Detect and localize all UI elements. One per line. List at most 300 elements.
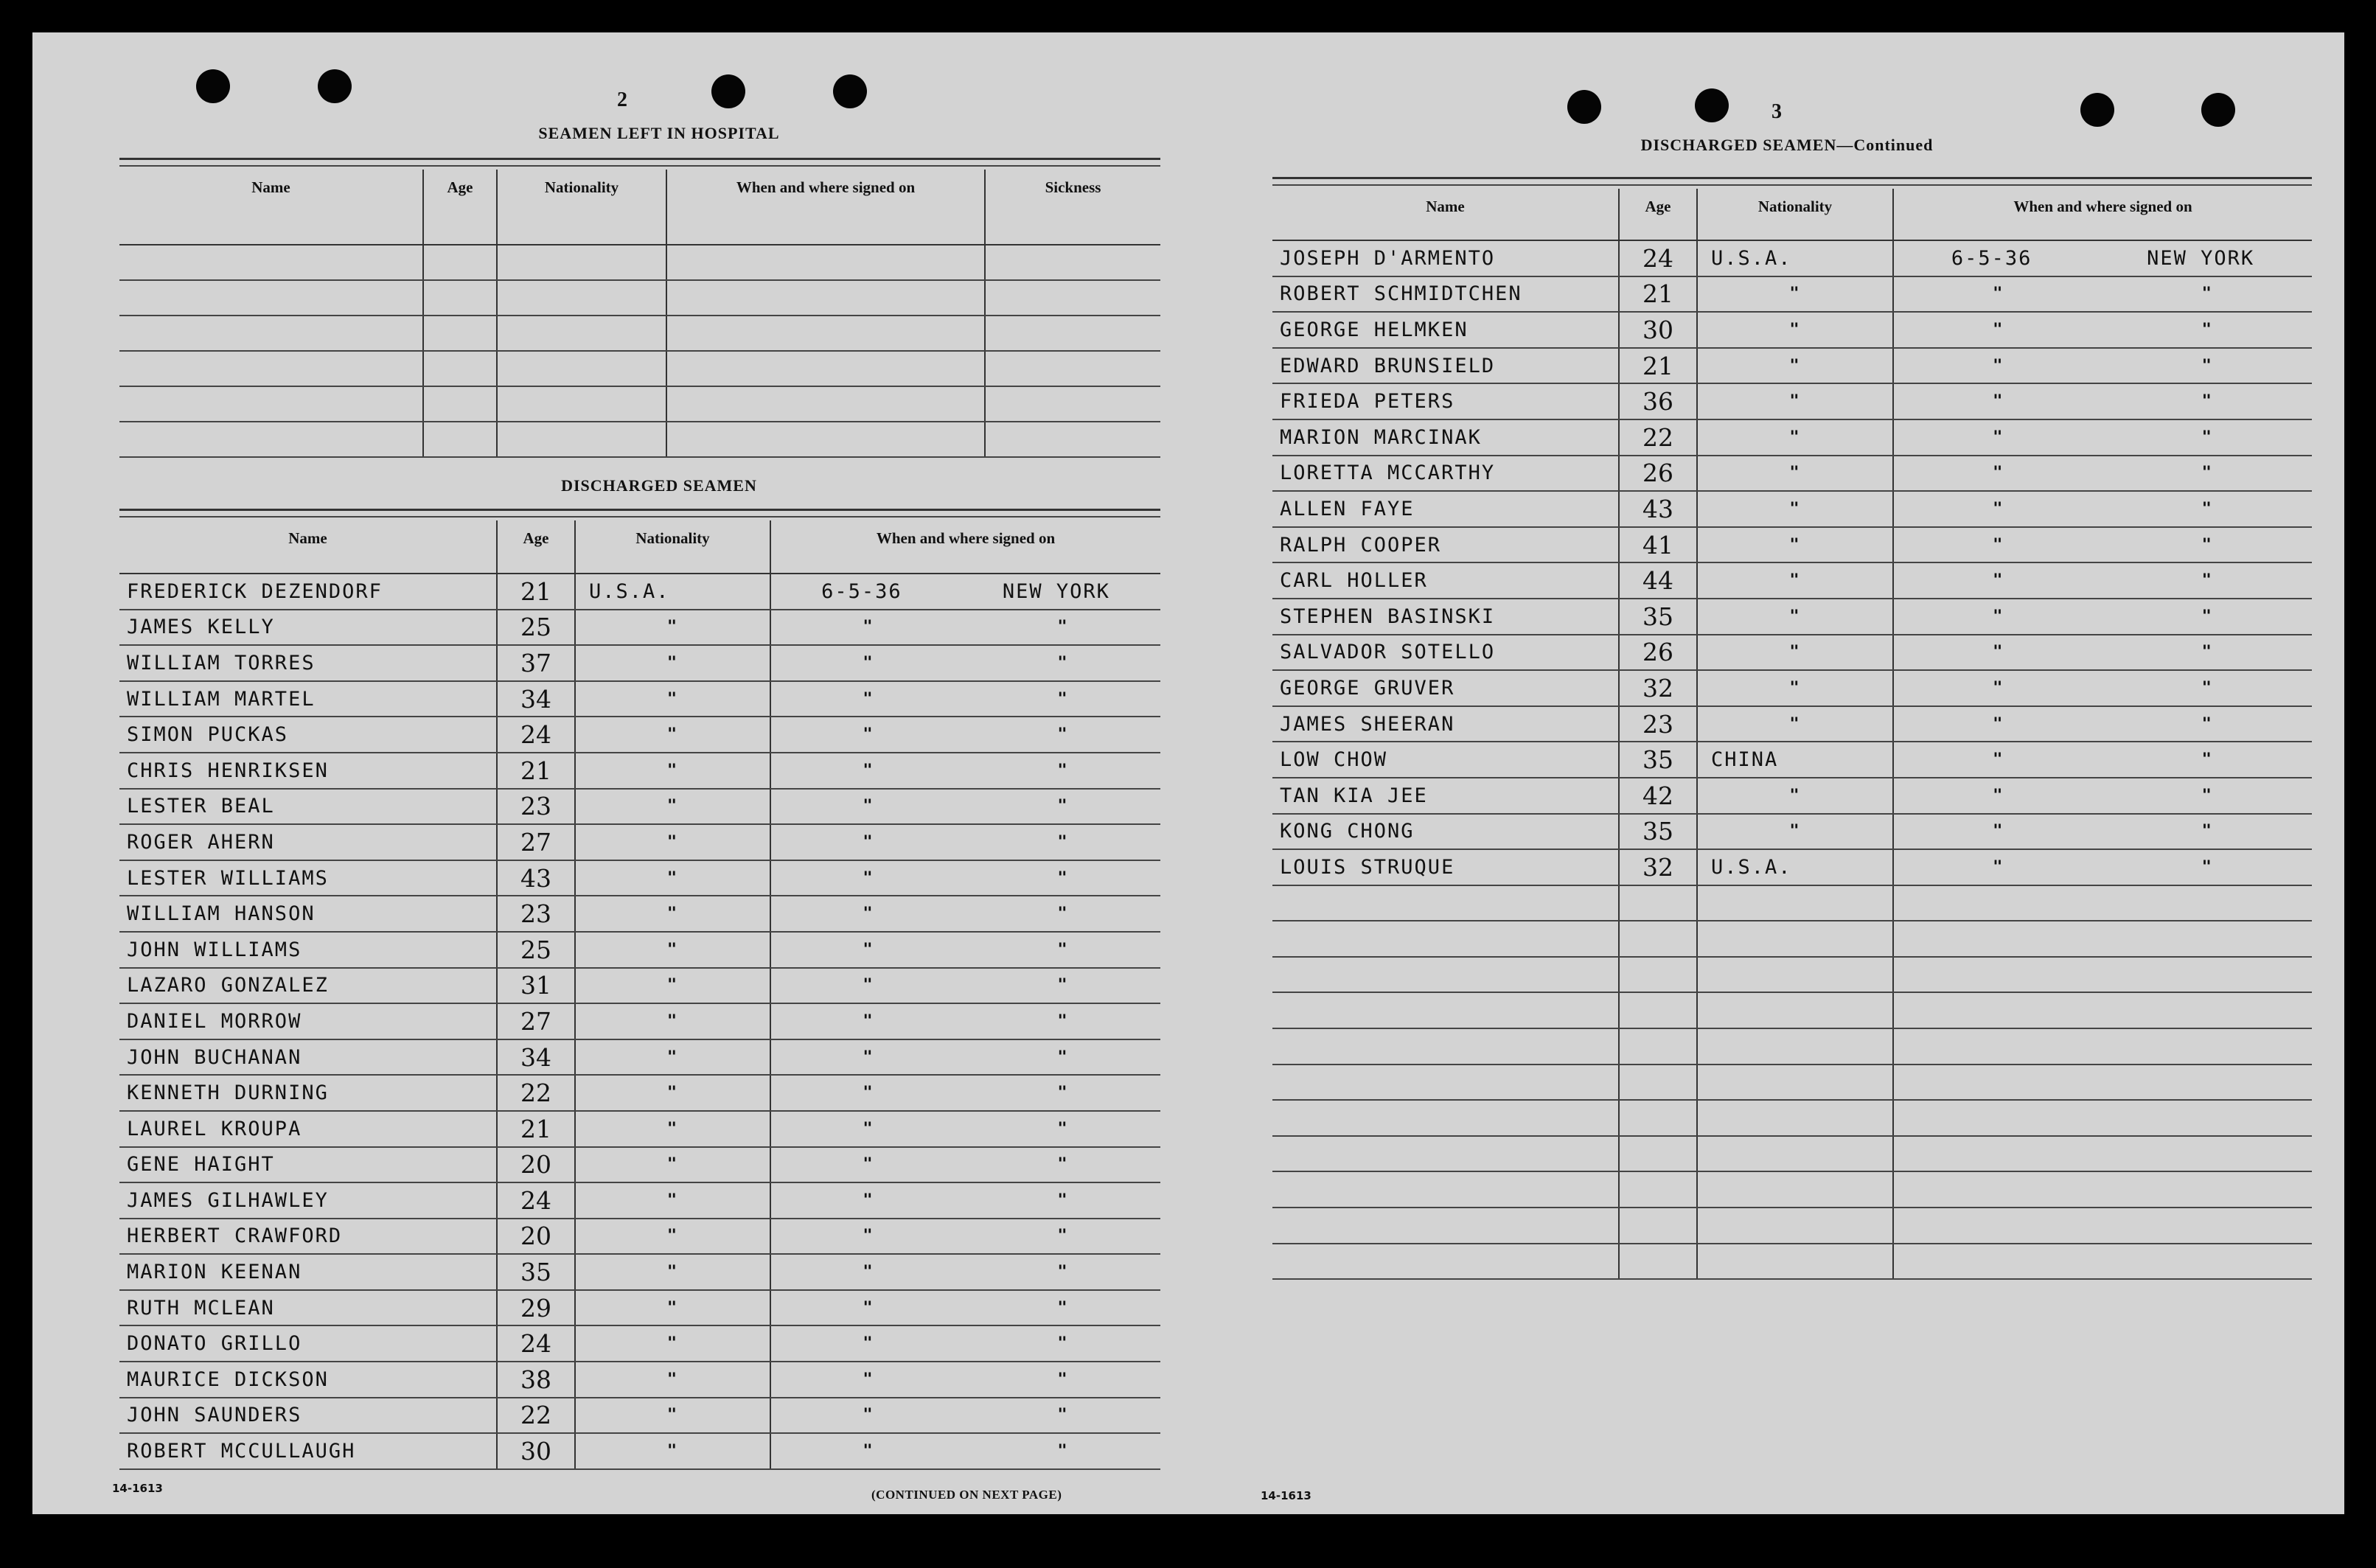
table-row [1272, 1208, 2312, 1244]
seaman-name [1272, 1208, 1619, 1244]
table-row [1272, 1136, 2312, 1172]
seaman-nationality: " [1697, 312, 1893, 348]
table-row [1272, 670, 2312, 706]
seaman-nationality: " [575, 1219, 770, 1255]
seaman-age: 26 [1619, 635, 1697, 671]
seaman-nationality [1697, 1136, 1893, 1172]
signed-on-date: " [1993, 786, 2004, 805]
seaman-age: 27 [497, 824, 575, 860]
table-row [119, 1003, 1160, 1039]
seaman-age [1619, 885, 1697, 921]
table-row [119, 1290, 1160, 1326]
signed-on [1893, 348, 2312, 384]
signed-on-place: " [2201, 571, 2213, 590]
header-nationality: Nationality [497, 170, 666, 245]
seaman-nationality: " [575, 1182, 770, 1219]
empty-cell [985, 280, 1160, 316]
signed-on [770, 1325, 1160, 1362]
left-page [32, 32, 1197, 1514]
signed-on [1893, 849, 2312, 885]
table-row [119, 351, 1160, 386]
signed-on-place: " [2201, 320, 2213, 339]
empty-cell [423, 245, 497, 280]
seaman-age: 35 [1619, 742, 1697, 778]
seaman-age: 20 [497, 1219, 575, 1255]
empty-cell [423, 316, 497, 351]
signed-on [1893, 706, 2312, 742]
signed-on-place: " [2201, 535, 2213, 554]
seaman-name: RALPH COOPER [1272, 527, 1619, 563]
empty-cell [985, 316, 1160, 351]
hospital-table [119, 170, 1160, 458]
seaman-name: JOHN WILLIAMS [119, 932, 497, 968]
table-row [119, 280, 1160, 316]
seaman-name [1272, 1136, 1619, 1172]
signed-on [1893, 635, 2312, 671]
seaman-nationality: " [575, 1398, 770, 1434]
table-row [119, 860, 1160, 896]
table-row [1272, 312, 2312, 348]
empty-cell [497, 422, 666, 457]
signed-on [770, 717, 1160, 753]
header-name: Name [1272, 189, 1619, 240]
signed-on [1893, 312, 2312, 348]
seaman-name: SALVADOR SOTELLO [1272, 635, 1619, 671]
seaman-age: 24 [497, 717, 575, 753]
seaman-name: CARL HOLLER [1272, 562, 1619, 599]
table-row [1272, 1028, 2312, 1065]
seaman-name: JAMES KELLY [119, 610, 497, 646]
seaman-nationality: " [1697, 814, 1893, 850]
signed-on [770, 574, 1160, 610]
empty-cell [119, 280, 423, 316]
signed-on-place: " [2201, 643, 2213, 662]
signed-on-date: " [1993, 822, 2004, 841]
signed-on [770, 896, 1160, 932]
signed-on-place: " [1057, 761, 1069, 780]
signed-on-date: " [863, 797, 874, 816]
table-row [1272, 276, 2312, 313]
seaman-age [1619, 921, 1697, 957]
signed-on-date: " [1993, 857, 2004, 877]
signed-on [770, 681, 1160, 717]
seaman-nationality [1697, 885, 1893, 921]
seaman-age [1619, 1171, 1697, 1208]
signed-on [770, 824, 1160, 860]
seaman-name: LORETTA MCCARTHY [1272, 456, 1619, 492]
discharged-continued-table [1272, 189, 2312, 1280]
seaman-nationality [1697, 957, 1893, 993]
seaman-nationality: " [575, 1254, 770, 1290]
table-row [119, 753, 1160, 789]
signed-on-date: " [863, 1191, 874, 1210]
signed-on-place: " [1057, 1298, 1069, 1317]
seaman-age: 44 [1619, 562, 1697, 599]
binder-hole [833, 74, 867, 108]
seaman-name: RUTH MCLEAN [119, 1290, 497, 1326]
discharged-section-title: DISCHARGED SEAMEN [561, 476, 757, 495]
signed-on-place: " [2201, 786, 2213, 805]
binder-hole [711, 74, 745, 108]
seaman-name: ALLEN FAYE [1272, 491, 1619, 527]
seaman-age: 24 [1619, 240, 1697, 276]
table-row [1272, 383, 2312, 419]
seaman-nationality: " [575, 1039, 770, 1076]
signed-on-date: " [1993, 356, 2004, 375]
header-signed-on: When and where signed on [1893, 189, 2312, 240]
seaman-name: JOSEPH D'ARMENTO [1272, 240, 1619, 276]
signed-on [1893, 670, 2312, 706]
seaman-age: 30 [497, 1433, 575, 1469]
signed-on-date: " [1993, 678, 2004, 697]
seaman-nationality [1697, 1065, 1893, 1101]
signed-on [770, 645, 1160, 681]
signed-on [1893, 957, 2312, 993]
empty-cell [497, 386, 666, 422]
signed-on-date: " [863, 1263, 874, 1282]
seaman-age: 21 [1619, 348, 1697, 384]
seaman-nationality: " [1697, 383, 1893, 419]
signed-on-place: " [1057, 797, 1069, 816]
signed-on-date: " [863, 653, 874, 672]
seaman-age: 41 [1619, 527, 1697, 563]
discharged-continued-title: DISCHARGED SEAMEN—Continued [1640, 136, 1934, 154]
seaman-age [1619, 1065, 1697, 1101]
signed-on-place: " [1057, 1155, 1069, 1174]
seaman-name: LAUREL KROUPA [119, 1111, 497, 1147]
seaman-name [1272, 957, 1619, 993]
signed-on [1893, 1065, 2312, 1101]
header-age: Age [497, 520, 575, 574]
seaman-name: GEORGE HELMKEN [1272, 312, 1619, 348]
empty-cell [666, 351, 985, 386]
signed-on [1893, 383, 2312, 419]
signed-on-place: " [1057, 1334, 1069, 1353]
signed-on [770, 1290, 1160, 1326]
seaman-age [1619, 992, 1697, 1028]
empty-cell [666, 386, 985, 422]
seaman-name: JOHN BUCHANAN [119, 1039, 497, 1076]
signed-on [1893, 1100, 2312, 1136]
signed-on-place: " [1057, 832, 1069, 851]
empty-cell [119, 422, 423, 457]
signed-on [770, 1219, 1160, 1255]
seaman-name: DANIEL MORROW [119, 1003, 497, 1039]
signed-on-date: " [1993, 750, 2004, 770]
signed-on-date: " [863, 832, 874, 851]
seaman-nationality: U.S.A. [1697, 849, 1893, 885]
seaman-nationality: " [1697, 706, 1893, 742]
empty-cell [119, 245, 423, 280]
table-row [119, 574, 1160, 610]
table-row [119, 1325, 1160, 1362]
seaman-name: LESTER BEAL [119, 789, 497, 825]
seaman-age: 34 [497, 1039, 575, 1076]
table-row [1272, 599, 2312, 635]
signed-on-place: " [1057, 1263, 1069, 1282]
signed-on-date: " [863, 1442, 874, 1461]
signed-on-date: " [863, 940, 874, 959]
signed-on-date: " [863, 725, 874, 745]
seaman-nationality: U.S.A. [575, 574, 770, 610]
seaman-name [1272, 992, 1619, 1028]
seaman-name: LAZARO GONZALEZ [119, 968, 497, 1004]
seaman-nationality: " [1697, 348, 1893, 384]
table-row [119, 1362, 1160, 1398]
signed-on [770, 1254, 1160, 1290]
header-name: Name [119, 520, 497, 574]
signed-on [1893, 527, 2312, 563]
empty-cell [666, 245, 985, 280]
signed-on [770, 1362, 1160, 1398]
table-row [119, 789, 1160, 825]
signed-on [770, 1182, 1160, 1219]
discharged-table [119, 520, 1160, 1470]
seaman-nationality: " [1697, 562, 1893, 599]
table-row [119, 1219, 1160, 1255]
table-row [1272, 814, 2312, 850]
empty-cell [423, 422, 497, 457]
signed-on-place: " [1057, 1442, 1069, 1461]
empty-cell [119, 351, 423, 386]
page-number: 3 [1771, 100, 1782, 123]
seaman-age: 32 [1619, 670, 1697, 706]
table-row [1272, 419, 2312, 456]
seaman-age: 31 [497, 968, 575, 1004]
seaman-name [1272, 921, 1619, 957]
seaman-age [1619, 1100, 1697, 1136]
empty-cell [497, 280, 666, 316]
seaman-name: CHRIS HENRIKSEN [119, 753, 497, 789]
right-page [1197, 32, 2344, 1514]
signed-on [770, 1039, 1160, 1076]
signed-on [770, 860, 1160, 896]
table-row [119, 1398, 1160, 1434]
signed-on [1893, 992, 2312, 1028]
seaman-age: 23 [1619, 706, 1697, 742]
table-row [1272, 1100, 2312, 1136]
signed-on-place: " [1057, 1048, 1069, 1067]
signed-on [770, 1003, 1160, 1039]
seaman-age: 22 [1619, 419, 1697, 456]
signed-on [1893, 240, 2312, 276]
seaman-age [1619, 1136, 1697, 1172]
seaman-name [1272, 1100, 1619, 1136]
signed-on-date: " [1993, 607, 2004, 626]
signed-on [770, 1433, 1160, 1469]
table-row [1272, 562, 2312, 599]
seaman-age: 30 [1619, 312, 1697, 348]
signed-on-place: " [1057, 618, 1069, 637]
empty-cell [119, 386, 423, 422]
header-age: Age [1619, 189, 1697, 240]
rule [1272, 177, 2312, 179]
binder-hole [1695, 88, 1729, 122]
seaman-name: ROBERT MCCULLAUGH [119, 1433, 497, 1469]
seaman-name [1272, 1171, 1619, 1208]
seaman-name: ROGER AHERN [119, 824, 497, 860]
seaman-name: EDWARD BRUNSIELD [1272, 348, 1619, 384]
seaman-nationality: " [575, 1325, 770, 1362]
table-row [119, 245, 1160, 280]
seaman-age [1619, 1208, 1697, 1244]
signed-on [770, 1075, 1160, 1111]
seaman-name [1272, 1065, 1619, 1101]
seaman-nationality: " [1697, 419, 1893, 456]
rule [119, 516, 1160, 518]
seaman-nationality: " [575, 1147, 770, 1183]
signed-on [1893, 1244, 2312, 1280]
table-row [1272, 635, 2312, 671]
signed-on [1893, 1171, 2312, 1208]
signed-on [1893, 491, 2312, 527]
empty-cell [119, 316, 423, 351]
seaman-name: LOW CHOW [1272, 742, 1619, 778]
seaman-nationality: " [575, 1075, 770, 1111]
seaman-age: 42 [1619, 778, 1697, 814]
table-row [119, 1182, 1160, 1219]
seaman-age: 22 [497, 1075, 575, 1111]
seaman-name: JOHN SAUNDERS [119, 1398, 497, 1434]
signed-on [770, 1147, 1160, 1183]
seaman-name: GENE HAIGHT [119, 1147, 497, 1183]
rule [119, 165, 1160, 167]
signed-on-date: " [863, 1048, 874, 1067]
signed-on-date: " [1993, 285, 2004, 304]
signed-on-place: NEW YORK [2147, 246, 2255, 270]
empty-cell [666, 280, 985, 316]
table-row [1272, 491, 2312, 527]
seaman-age: 29 [497, 1290, 575, 1326]
signed-on-place: " [2201, 499, 2213, 518]
seaman-nationality: " [575, 824, 770, 860]
seaman-age: 38 [497, 1362, 575, 1398]
seaman-age: 23 [497, 789, 575, 825]
table-row [1272, 348, 2312, 384]
signed-on-date: " [863, 761, 874, 780]
seaman-name: WILLIAM TORRES [119, 645, 497, 681]
seaman-age: 21 [497, 574, 575, 610]
signed-on [770, 610, 1160, 646]
signed-on-place: " [2201, 392, 2213, 411]
seaman-age: 35 [497, 1254, 575, 1290]
seaman-age: 26 [1619, 456, 1697, 492]
signed-on-date: " [1993, 499, 2004, 518]
seaman-age: 35 [1619, 814, 1697, 850]
signed-on-place: " [2201, 356, 2213, 375]
signed-on-date: " [863, 1334, 874, 1353]
seaman-nationality: " [1697, 778, 1893, 814]
seaman-name: MARION MARCINAK [1272, 419, 1619, 456]
signed-on [770, 789, 1160, 825]
empty-cell [666, 316, 985, 351]
header-name: Name [119, 170, 423, 245]
table-row [1272, 527, 2312, 563]
table-row [119, 645, 1160, 681]
signed-on [1893, 599, 2312, 635]
seaman-nationality [1697, 921, 1893, 957]
signed-on-date: " [863, 905, 874, 924]
signed-on [1893, 456, 2312, 492]
table-row [1272, 778, 2312, 814]
seaman-name [1272, 1028, 1619, 1065]
header-nationality: Nationality [575, 520, 770, 574]
binder-hole [318, 69, 352, 103]
signed-on [1893, 276, 2312, 313]
table-row [119, 896, 1160, 932]
seaman-nationality: " [575, 1433, 770, 1469]
signed-on [1893, 921, 2312, 957]
seaman-nationality: " [1697, 491, 1893, 527]
signed-on-place: " [2201, 822, 2213, 841]
signed-on-date: " [863, 1084, 874, 1103]
seaman-age: 24 [497, 1182, 575, 1219]
table-row [1272, 456, 2312, 492]
seaman-name [1272, 1244, 1619, 1280]
signed-on-place: " [2201, 285, 2213, 304]
empty-cell [985, 386, 1160, 422]
seaman-nationality [1697, 1208, 1893, 1244]
signed-on [770, 753, 1160, 789]
seaman-nationality: " [575, 968, 770, 1004]
empty-cell [423, 280, 497, 316]
page-number: 2 [617, 88, 627, 111]
seaman-nationality: " [1697, 599, 1893, 635]
table-row [1272, 849, 2312, 885]
table-row [1272, 742, 2312, 778]
signed-on [1893, 814, 2312, 850]
signed-on-date: " [863, 1298, 874, 1317]
signed-on-date: " [863, 689, 874, 708]
signed-on-place: " [1057, 1370, 1069, 1389]
signed-on-date: " [863, 868, 874, 888]
table-row [1272, 957, 2312, 993]
signed-on-place: " [2201, 464, 2213, 483]
signed-on-place: " [2201, 714, 2213, 734]
signed-on-date: " [863, 1011, 874, 1031]
seaman-name: MARION KEENAN [119, 1254, 497, 1290]
empty-cell [985, 351, 1160, 386]
signed-on-date: " [1993, 428, 2004, 447]
table-row [1272, 1065, 2312, 1101]
seaman-nationality: " [575, 610, 770, 646]
signed-on-date: " [1993, 643, 2004, 662]
signed-on-date: 6-5-36 [1951, 246, 2032, 270]
table-row [119, 1147, 1160, 1183]
seaman-age: 43 [497, 860, 575, 896]
table-row [119, 1075, 1160, 1111]
seaman-nationality [1697, 1100, 1893, 1136]
table-row [119, 610, 1160, 646]
signed-on-place: " [1057, 1227, 1069, 1246]
signed-on-date: " [1993, 464, 2004, 483]
signed-on-date: " [1993, 320, 2004, 339]
header-age: Age [423, 170, 497, 245]
seaman-age [1619, 957, 1697, 993]
table-row [1272, 885, 2312, 921]
signed-on-place: " [1057, 689, 1069, 708]
signed-on-place: " [2201, 857, 2213, 877]
empty-cell [497, 245, 666, 280]
signed-on-place: " [2201, 607, 2213, 626]
seaman-age: 23 [497, 896, 575, 932]
seaman-nationality: " [575, 789, 770, 825]
table-row [119, 316, 1160, 351]
seaman-name: HERBERT CRAWFORD [119, 1219, 497, 1255]
signed-on [1893, 419, 2312, 456]
signed-on-date: " [1993, 535, 2004, 554]
binder-hole [1567, 90, 1601, 124]
